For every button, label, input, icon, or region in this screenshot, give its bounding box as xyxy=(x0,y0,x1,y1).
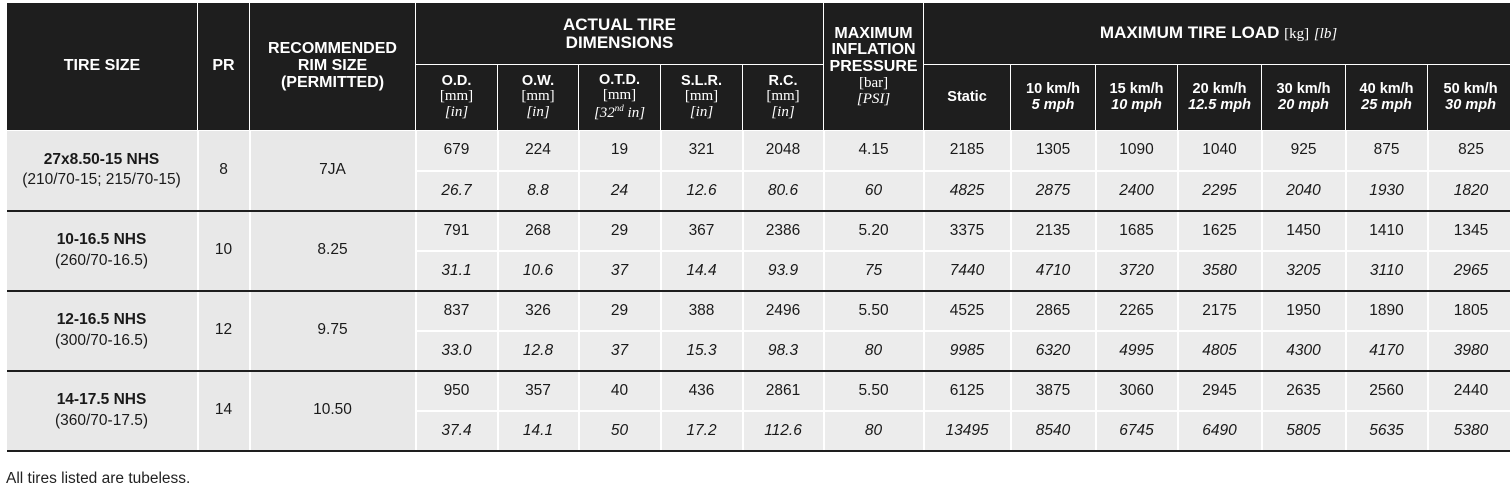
metric-value-cell: 436 xyxy=(661,371,743,411)
imperial-value-cell: 15.3 xyxy=(661,331,743,371)
tire-size: 27x8.50-15 NHS xyxy=(43,151,160,169)
rim-size-cell: 7JA xyxy=(250,131,416,211)
metric-value-cell: 1345 xyxy=(1428,211,1510,251)
metric-value-cell: 2945 xyxy=(1178,371,1262,411)
metric-value-cell: 268 xyxy=(498,211,579,251)
imperial-value-cell: 4170 xyxy=(1346,331,1428,371)
metric-value-cell: 1950 xyxy=(1262,291,1346,331)
metric-value-cell: 326 xyxy=(498,291,579,331)
imperial-value-cell: 3980 xyxy=(1428,331,1510,371)
metric-value-cell: 367 xyxy=(661,211,743,251)
imperial-value-cell: 2875 xyxy=(1011,171,1096,211)
imperial-value-cell: 24 xyxy=(579,171,661,211)
imperial-value-cell: 93.9 xyxy=(743,251,824,291)
imperial-value-cell: 4995 xyxy=(1096,331,1178,371)
metric-value-cell: 5.50 xyxy=(824,371,924,411)
tire-size-cell xyxy=(7,371,198,451)
ply-rating-cell: 8 xyxy=(198,131,250,211)
metric-value-cell: 2865 xyxy=(1011,291,1096,331)
header-max-pressure: MAXIMUM INFLATION PRESSURE [bar] [PSI] xyxy=(824,3,924,131)
header-otd: O.T.D. [mm] [32nd in] xyxy=(579,65,661,131)
imperial-value-cell: 6320 xyxy=(1011,331,1096,371)
metric-value-cell: 388 xyxy=(661,291,743,331)
imperial-value-cell: 7440 xyxy=(924,251,1011,291)
tire-size-alternative: (260/70-16.5) xyxy=(54,251,149,269)
metric-value-cell: 3875 xyxy=(1011,371,1096,411)
metric-value-cell: 4525 xyxy=(924,291,1011,331)
imperial-value-cell: 6490 xyxy=(1178,411,1262,451)
ply-rating-cell: 10 xyxy=(198,211,250,291)
metric-value-cell: 2496 xyxy=(743,291,824,331)
tire-size-alternative: (360/70-17.5) xyxy=(54,411,149,429)
imperial-value-cell: 12.8 xyxy=(498,331,579,371)
tire-size: 12-16.5 NHS xyxy=(56,311,147,329)
metric-value-cell: 2440 xyxy=(1428,371,1510,411)
metric-value-cell: 1890 xyxy=(1346,291,1428,331)
imperial-value-cell: 2295 xyxy=(1178,171,1262,211)
imperial-value-cell: 1930 xyxy=(1346,171,1428,211)
imperial-value-cell: 13495 xyxy=(924,411,1011,451)
imperial-value-cell: 33.0 xyxy=(416,331,498,371)
metric-value-cell: 40 xyxy=(579,371,661,411)
tire-size-alternative: (210/70-15; 215/70-15) xyxy=(22,171,181,189)
header-ow: O.W. [mm] [in] xyxy=(498,65,579,131)
imperial-value-cell: 4710 xyxy=(1011,251,1096,291)
metric-value-cell: 1305 xyxy=(1011,131,1096,171)
tire-size-cell xyxy=(7,291,198,371)
header-od: O.D. [mm] [in] xyxy=(416,65,498,131)
imperial-value-cell: 3720 xyxy=(1096,251,1178,291)
rim-size-cell: 8.25 xyxy=(250,211,416,291)
metric-value-cell: 2560 xyxy=(1346,371,1428,411)
metric-value-cell: 6125 xyxy=(924,371,1011,411)
metric-value-cell: 1450 xyxy=(1262,211,1346,251)
header-rim-size: RECOMMENDED RIM SIZE (PERMITTED) xyxy=(250,3,416,131)
rim-size-cell: 9.75 xyxy=(250,291,416,371)
imperial-value-cell: 60 xyxy=(824,171,924,211)
imperial-value-cell: 80 xyxy=(824,411,924,451)
metric-value-cell: 321 xyxy=(661,131,743,171)
metric-value-cell: 2265 xyxy=(1096,291,1178,331)
imperial-value-cell: 26.7 xyxy=(416,171,498,211)
metric-value-cell: 2135 xyxy=(1011,211,1096,251)
imperial-value-cell: 9985 xyxy=(924,331,1011,371)
imperial-value-cell: 37 xyxy=(579,251,661,291)
imperial-value-cell: 31.1 xyxy=(416,251,498,291)
metric-value-cell: 357 xyxy=(498,371,579,411)
metric-value-cell: 224 xyxy=(498,131,579,171)
ply-rating-cell: 14 xyxy=(198,371,250,451)
imperial-value-cell: 37 xyxy=(579,331,661,371)
table-row-metric xyxy=(7,291,1510,331)
imperial-value-cell: 14.4 xyxy=(661,251,743,291)
imperial-value-cell: 2400 xyxy=(1096,171,1178,211)
imperial-value-cell: 80.6 xyxy=(743,171,824,211)
header-speed-40: 40 km/h 25 mph xyxy=(1346,65,1428,131)
imperial-value-cell: 50 xyxy=(579,411,661,451)
metric-value-cell: 1685 xyxy=(1096,211,1178,251)
ply-rating-cell: 12 xyxy=(198,291,250,371)
metric-value-cell: 1410 xyxy=(1346,211,1428,251)
header-speed-50: 50 km/h 30 mph xyxy=(1428,65,1510,131)
metric-value-cell: 950 xyxy=(416,371,498,411)
imperial-value-cell: 80 xyxy=(824,331,924,371)
tire-size-cell xyxy=(7,131,198,211)
imperial-value-cell: 75 xyxy=(824,251,924,291)
imperial-value-cell: 98.3 xyxy=(743,331,824,371)
metric-value-cell: 825 xyxy=(1428,131,1510,171)
metric-value-cell: 2861 xyxy=(743,371,824,411)
imperial-value-cell: 5635 xyxy=(1346,411,1428,451)
imperial-value-cell: 12.6 xyxy=(661,171,743,211)
imperial-value-cell: 6745 xyxy=(1096,411,1178,451)
metric-value-cell: 3375 xyxy=(924,211,1011,251)
imperial-value-cell: 1820 xyxy=(1428,171,1510,211)
metric-value-cell: 5.20 xyxy=(824,211,924,251)
metric-value-cell: 19 xyxy=(579,131,661,171)
tire-specification-table xyxy=(6,2,1510,452)
table-row-metric xyxy=(7,371,1510,411)
metric-value-cell: 3060 xyxy=(1096,371,1178,411)
imperial-value-cell: 17.2 xyxy=(661,411,743,451)
header-pr: PR xyxy=(198,3,250,131)
metric-value-cell: 837 xyxy=(416,291,498,331)
metric-value-cell: 2048 xyxy=(743,131,824,171)
metric-value-cell: 2635 xyxy=(1262,371,1346,411)
imperial-value-cell: 4805 xyxy=(1178,331,1262,371)
imperial-value-cell: 4825 xyxy=(924,171,1011,211)
header-speed-15: 15 km/h 10 mph xyxy=(1096,65,1178,131)
metric-value-cell: 1625 xyxy=(1178,211,1262,251)
imperial-value-cell: 3110 xyxy=(1346,251,1428,291)
tire-size-cell xyxy=(7,211,198,291)
metric-value-cell: 1805 xyxy=(1428,291,1510,331)
imperial-value-cell: 5805 xyxy=(1262,411,1346,451)
imperial-value-cell: 8.8 xyxy=(498,171,579,211)
metric-value-cell: 875 xyxy=(1346,131,1428,171)
metric-value-cell: 791 xyxy=(416,211,498,251)
metric-value-cell: 29 xyxy=(579,291,661,331)
metric-value-cell: 925 xyxy=(1262,131,1346,171)
imperial-value-cell: 37.4 xyxy=(416,411,498,451)
table-row-metric xyxy=(7,131,1510,171)
header-actual-dimensions: ACTUAL TIRE DIMENSIONS xyxy=(416,3,824,65)
metric-value-cell: 679 xyxy=(416,131,498,171)
imperial-value-cell: 10.6 xyxy=(498,251,579,291)
imperial-value-cell: 3580 xyxy=(1178,251,1262,291)
metric-value-cell: 2386 xyxy=(743,211,824,251)
imperial-value-cell: 4300 xyxy=(1262,331,1346,371)
tire-size: 10-16.5 NHS xyxy=(56,231,147,249)
header-rc: R.C. [mm] [in] xyxy=(743,65,824,131)
imperial-value-cell: 3205 xyxy=(1262,251,1346,291)
header-slr: S.L.R. [mm] [in] xyxy=(661,65,743,131)
imperial-value-cell: 2965 xyxy=(1428,251,1510,291)
metric-value-cell: 29 xyxy=(579,211,661,251)
tire-size-alternative: (300/70-16.5) xyxy=(54,331,149,349)
header-max-load: MAXIMUM TIRE LOAD [kg] [lb] xyxy=(924,3,1510,65)
header-speed-30: 30 km/h 20 mph xyxy=(1262,65,1346,131)
header-speed-20: 20 km/h 12.5 mph xyxy=(1178,65,1262,131)
imperial-value-cell: 5380 xyxy=(1428,411,1510,451)
imperial-value-cell: 112.6 xyxy=(743,411,824,451)
rim-size-cell: 10.50 xyxy=(250,371,416,451)
header-tire-size: TIRE SIZE xyxy=(7,3,198,131)
imperial-value-cell: 2040 xyxy=(1262,171,1346,211)
metric-value-cell: 2175 xyxy=(1178,291,1262,331)
imperial-value-cell: 8540 xyxy=(1011,411,1096,451)
metric-value-cell: 4.15 xyxy=(824,131,924,171)
metric-value-cell: 5.50 xyxy=(824,291,924,331)
header-speed-10: 10 km/h 5 mph xyxy=(1011,65,1096,131)
metric-value-cell: 1040 xyxy=(1178,131,1262,171)
table-row-metric xyxy=(7,211,1510,251)
footnote: All tires listed are tubeless. xyxy=(6,470,191,487)
metric-value-cell: 1090 xyxy=(1096,131,1178,171)
table-body xyxy=(7,131,1510,451)
tire-size: 14-17.5 NHS xyxy=(56,391,147,409)
table-header xyxy=(7,3,1510,131)
imperial-value-cell: 14.1 xyxy=(498,411,579,451)
header-static: Static xyxy=(924,65,1011,131)
metric-value-cell: 2185 xyxy=(924,131,1011,171)
